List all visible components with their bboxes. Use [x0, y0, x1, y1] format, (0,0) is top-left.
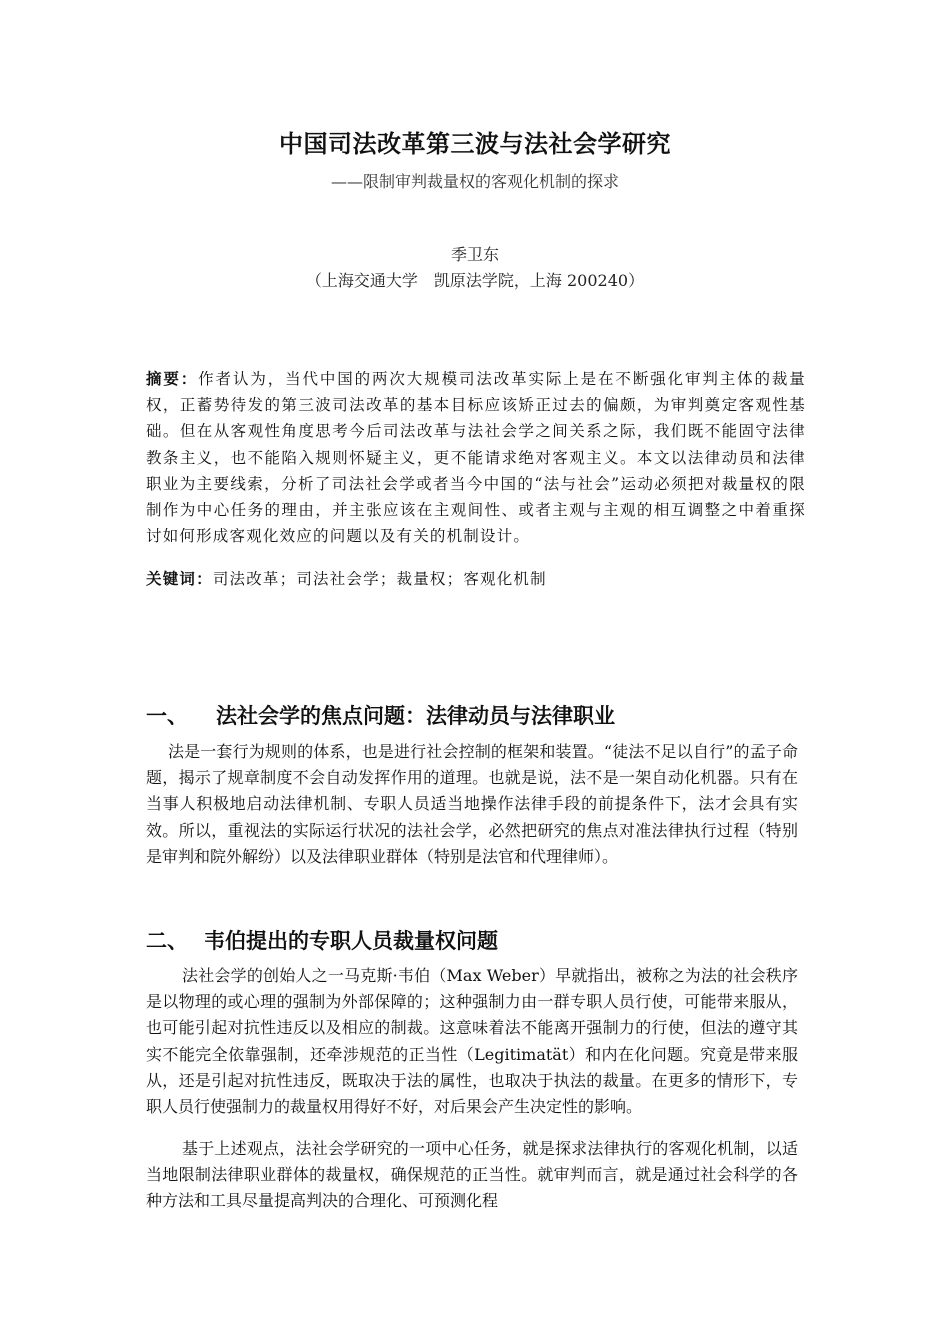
section-1-number: 一、 — [146, 703, 188, 728]
section-2-paragraph-1: 法社会学的创始人之一马克斯·韦伯（Max Weber）早就指出，被称之为法的社会秩序是以物理的或心理的强制为外部保障的；这种强制力由一群专职人员行使，可能带来服从，也可能引起对抗性违反以及相应的制裁。这意味着法不能离开强制力的行使，但法的遵守其实不能完全依靠强制，还牵涉规范的正当性（Legitimatät）和内在化问题。究竟是带来服从，还是引起对抗性违反，既取决于法的属性，也取决于执法的裁量。在更多的情形下，专职人员行使强制力的裁量权用得好不好，对后果会产生决定性的影响。 — [146, 966, 798, 1117]
keywords-text: 司法改革；司法社会学；裁量权；客观化机制 — [212, 570, 547, 588]
section-2-title: 韦伯提出的专职人员裁量权问题 — [204, 928, 498, 953]
author-name: 季卫东 — [450, 245, 499, 264]
section-1-paragraph-1: 法是一套行为规则的体系，也是进行社会控制的框架和装置。“徒法不足以自行”的孟子命题，揭示了规章制度不会自动发挥作用的道理。也就是说，法不是一架自动化机器。只有在当事人积极地启动法律机制、专职人员适当地操作法律手段的前提条件下，法才会具有实效。所以，重视法的实际运行状况的法社会学，必然把研究的焦点对准法律执行过程（特别是审判和院外解纷）以及法律职业群体（特别是法官和代理律师）。 — [146, 742, 798, 866]
abstract — [146, 366, 806, 549]
section-1-title: 法社会学的焦点问题：法律动员与法律职业 — [216, 703, 615, 728]
keywords — [146, 566, 806, 592]
section-2-number: 二、 — [146, 928, 188, 953]
paper-subtitle: ——限制审判裁量权的客观化机制的探求 — [330, 172, 619, 191]
abstract-text: 作者认为，当代中国的两次大规模司法改革实际上是在不断强化审判主体的裁量权，正蓄势待发的第三波司法改革的基本目标应该矫正过去的偏颇，为审判奠定客观性基础。但在从客观性角度思考今后司法改革与法社会学之间关系之际，我们既不能固守法律教条主义，也不能陷入规则怀疑主义，更不能请求绝对客观主义。本文以法律动员和法律职业为主要线索，分析了司法社会学或者当今中国的“法与社会”运动必须把对裁量权的限制作为中心任务的理由，并主张应该在主观间性、或者主观与主观的相互调整之中着重探讨如何形成客观化效应的问题以及有关的机制设计。 — [146, 370, 806, 546]
keywords-label: 关键词： — [146, 569, 213, 588]
abstract-label: 摘要： — [146, 369, 199, 388]
author-affiliation: （上海交通大学 凯原法学院，上海 200240） — [305, 271, 645, 290]
section-2-paragraph-2: 基于上述观点，法社会学研究的一项中心任务，就是探求法律执行的客观化机制，以适当地限制法律职业群体的裁量权，确保规范的正当性。就审判而言，就是通过社会科学的各种方法和工具尽量提高判决的合理化、可预测化程 — [146, 1139, 798, 1211]
paper-title: 中国司法改革第三波与法社会学研究 — [279, 129, 671, 158]
section-1-heading — [146, 700, 806, 730]
section-2-heading — [146, 925, 806, 955]
